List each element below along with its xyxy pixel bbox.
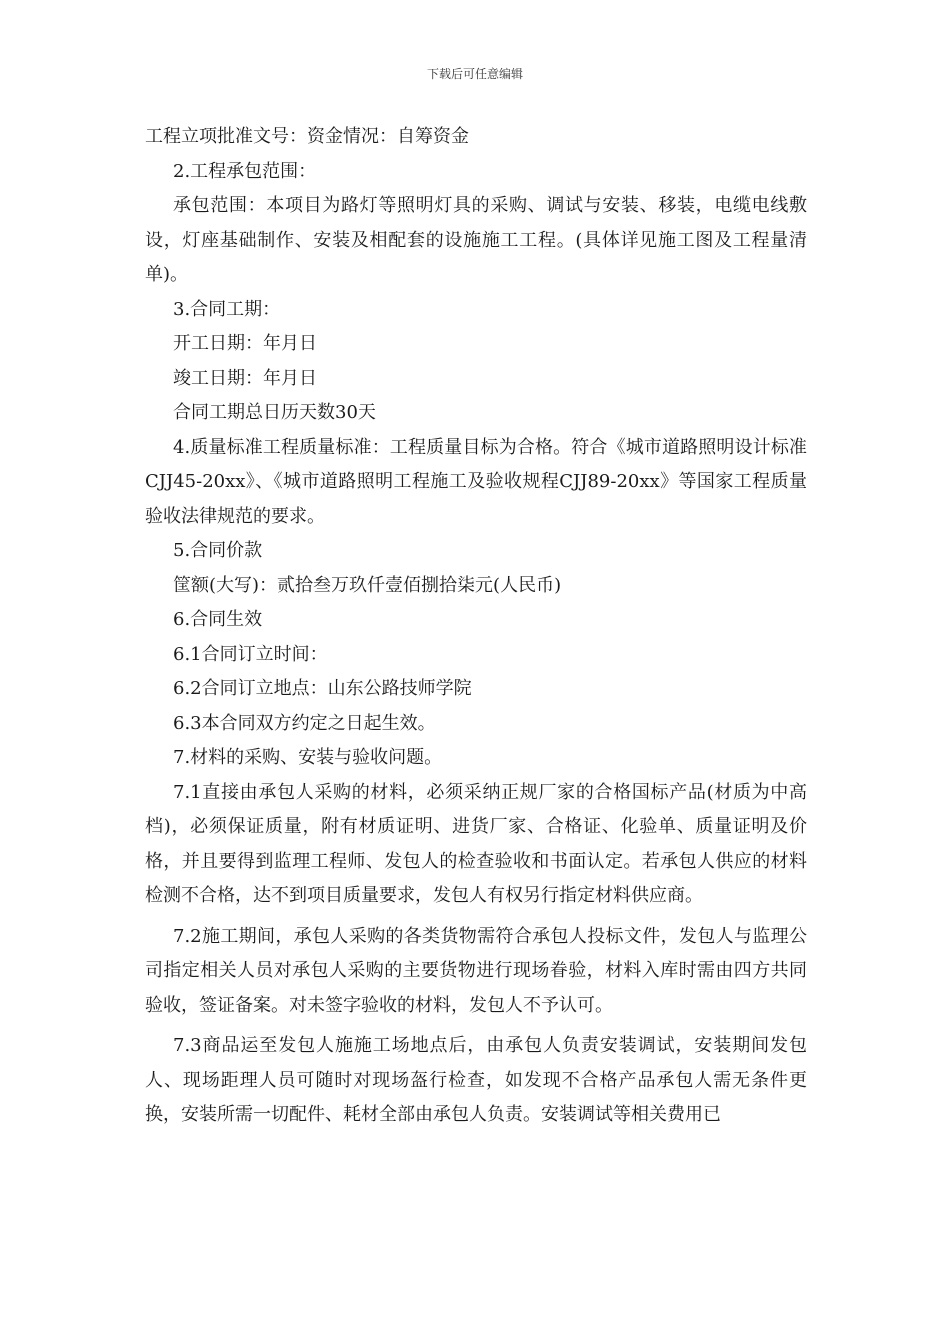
- paragraph: 5.合同价款: [173, 540, 263, 561]
- paragraph: 4.质量标准工程质量标准：工程质量目标为合格。符合《城市道路照明设计标准CJJ45-20xx》、《城市道路照明工程施工及验收规程CJJ89-20xx》等国家工程质量验收法律规范的要求。: [145, 436, 807, 527]
- page-header: 下载后可任意编辑: [426, 67, 523, 81]
- paragraph: 工程立项批准文号：资金情况：自筹资金: [145, 126, 469, 147]
- paragraph: 7.1直接由承包人采购的材料，必须采纳正规厂家的合格国标产品(材质为中高档)，必须保证质量，附有材质证明、进货厂家、合格证、化验单、质量证明及价格，并且要得到监理工程师、发包人的检查验收和书面认定。若承包人供应的材料检测不合格，达不到项目质量要求，发包人有权另行指定材料供应商。: [145, 781, 807, 906]
- paragraph: 6.1合同订立时间：: [173, 643, 328, 665]
- paragraph: 开工日期：年月日: [173, 333, 317, 354]
- paragraph: 承包范围：本项目为路灯等照明灯具的采购、调试与安装、移装，电缆电线敷设，灯座基础制作、安装及相配套的设施施工工程。(具体详见施工图及工程量清单)。: [145, 195, 807, 285]
- paragraph: 竣工日期：年月日: [173, 367, 317, 389]
- paragraph: 2.工程承包范围：: [173, 160, 317, 182]
- paragraph: 筐额(大写)：贰拾叁万玖仟壹佰捌拾柒元(人民币): [173, 574, 562, 596]
- paragraph: 6.3本合同双方约定之日起生效。: [173, 712, 436, 734]
- document-body: [145, 120, 807, 1133]
- paragraph: 6.合同生效: [173, 609, 263, 630]
- paragraph: 3.合同工期：: [173, 298, 281, 320]
- paragraph: 6.2合同订立地点：山东公路技师学院: [173, 678, 472, 699]
- paragraph: 合同工期总日历天数30天: [173, 402, 376, 423]
- paragraph: 7.材料的采购、安装与验收问题。: [173, 747, 443, 768]
- paragraph: 7.3商品运至发包人施施工场地点后，由承包人负责安装调试，安装期间发包人、现场距理人员可随时对现场盔行检查，如发现不合格产品承包人需无条件更换，安装所需一切配件、耗材全部由承包人负责。安装调试等相关费用已: [145, 1035, 807, 1125]
- paragraph: 7.2施工期间，承包人采购的各类货物需符合承包人投标文件，发包人与监理公司指定相关人员对承包人采购的主要货物进行现场眷验，材料入库时需由四方共同验收，签证备案。对未签字验收的材料，发包人不予认可。: [145, 925, 807, 1016]
